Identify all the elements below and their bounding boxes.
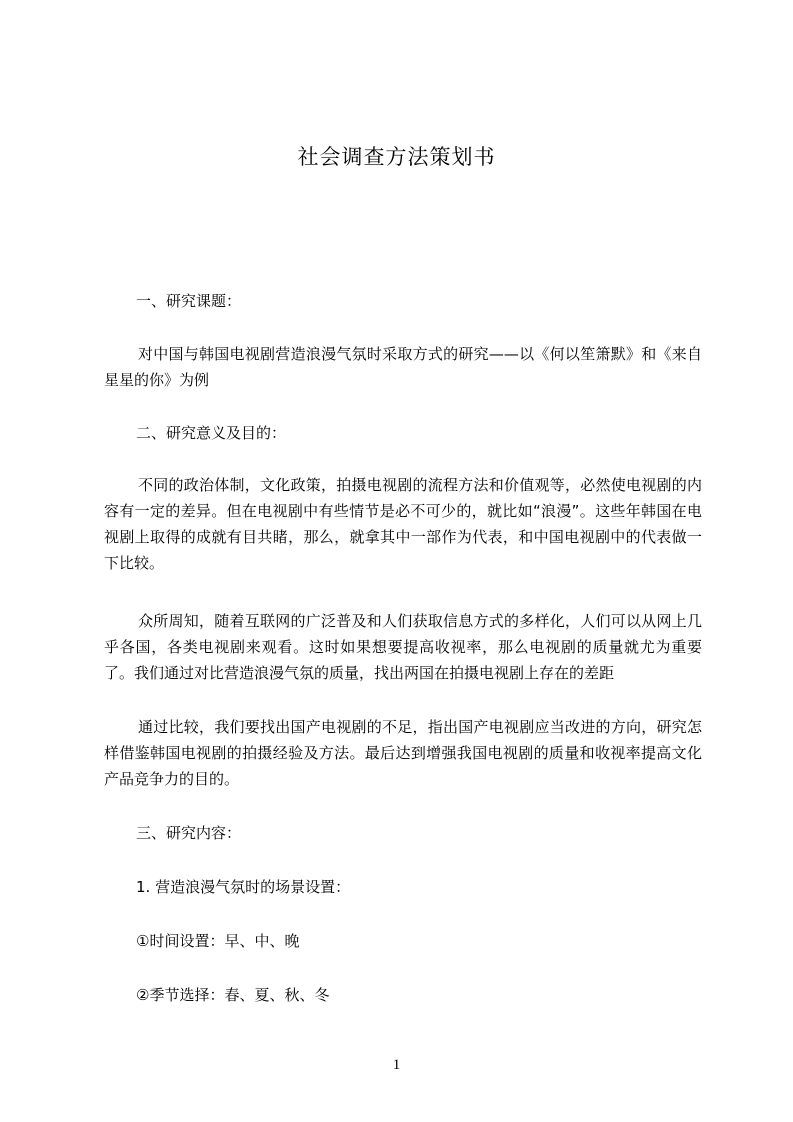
page-number: 1 [392, 1057, 401, 1073]
paragraph-significance-1: 不同的政治体制，文化政策，拍摄电视剧的流程方法和价值观等，必然使电视剧的内容有一定的差异。但在电视剧中有些情节是必不可少的，就比如“浪漫”。这些年韩国在电视剧上取得的成就有目共睹，那么，就拿其中一部作为代表，和中国电视剧中的代表做一下比较。 [104, 476, 702, 572]
section-heading-significance: 二、研究意义及目的： [136, 424, 287, 442]
content-subitem-time-setting: ①时间设置：早、中、晚 [136, 932, 300, 950]
section-heading-research-topic: 一、研究课题： [136, 292, 242, 310]
paragraph-significance-2: 众所周知，随着互联网的广泛普及和人们获取信息方式的多样化，人们可以从网上几乎各国，各类电视剧来观看。这时如果想要提高收视率，那么电视剧的质量就尤为重要了。我们通过对比营造浪漫气氛的质量，找出两国在拍摄电视剧上存在的差距 [104, 612, 702, 682]
paragraph-significance-3: 通过比较，我们要找出国产电视剧的不足，指出国产电视剧应当改进的方向，研究怎样借鉴韩国电视剧的拍摄经验及方法。最后达到增强我国电视剧的质量和收视率提高文化产品竞争力的目的。 [104, 718, 702, 788]
document-title: 社会调查方法策划书 [297, 145, 496, 169]
section-heading-content: 三、研究内容： [136, 824, 242, 842]
content-item-scene-setting: 1. 营造浪漫气氛时的场景设置： [136, 878, 351, 896]
content-subitem-season-choice: ②季节选择：春、夏、秋、冬 [136, 986, 330, 1004]
paragraph-research-topic: 对中国与韩国电视剧营造浪漫气氛时采取方式的研究——以《何以笙箫默》和《来自星星的你》为例 [104, 345, 702, 389]
